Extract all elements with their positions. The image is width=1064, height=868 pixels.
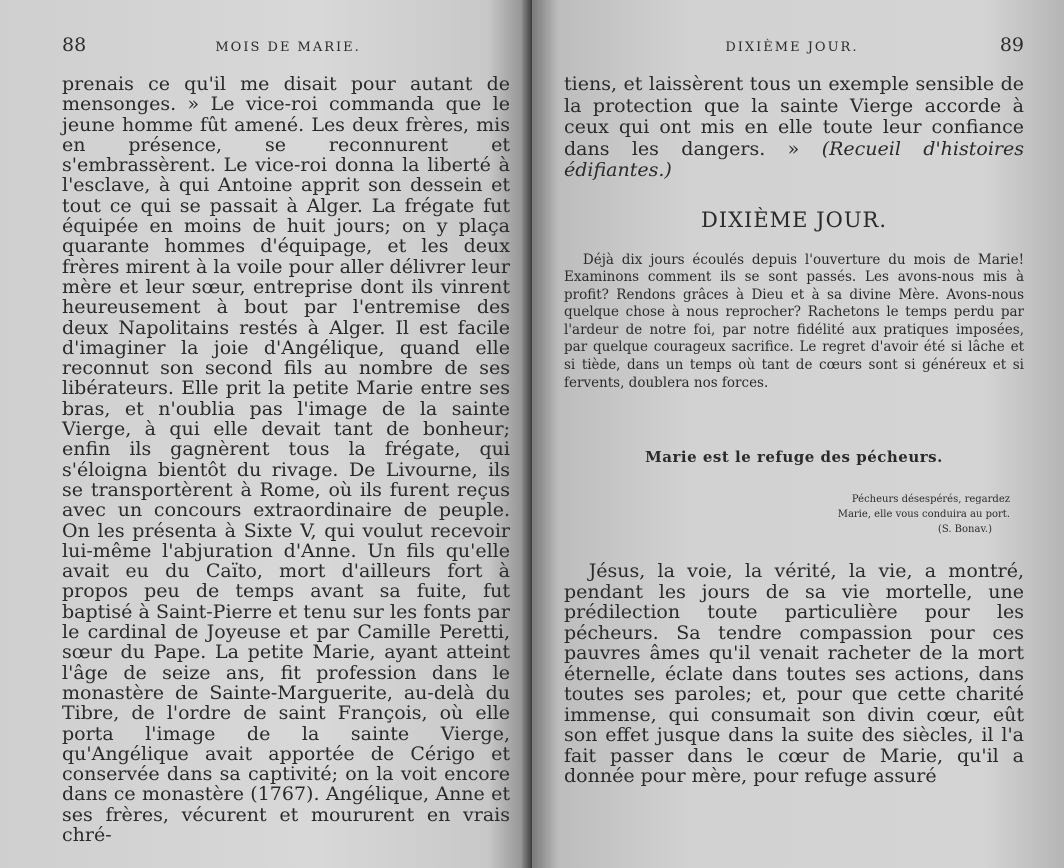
left-page-paragraph: prenais ce qu'il me disait pour autant de mensonges. » Le vice-roi commanda que le jeune homme fût amené. Les deux frères, mis en présence, se reconnurent et s'embrassèrent. Le vice-roi donna la liberté à l'esclave, à qui Antoine apprit son dessein et tout ce qui se passait à Alger. La frégate fut équipée en moins de huit jours; on y plaça quarante hommes d'équipage, et les deux frères mirent à la voile pour aller délivrer leur mère et leur sœur, entreprise dont ils vinrent heureusement à bout par l'entremise des deux Napolitains restés à Alger. Il est facile d'imaginer la joie d'Angélique, quand elle reconnut son second fils au nombre de ses libérateurs. Elle prit la petite Marie entre ses bras, et n'oublia pas l'image de la sainte Vierge, à qui elle devait tant de bonheur; enfin ils gagnèrent tous la frégate, qui s'éloigna bientôt du rivage. De Livourne, ils se transportèrent à Rome, où ils furent reçus avec un concours extraordinaire de peuple. On les présenta à Sixte V, qui voulut recevoir lui-même l'abjuration d'Anne. Un fils qu'elle avait eu du Caïto, mort d'ailleurs fort à propos peu de temps avant sa fuite, fut baptisé à Saint-Pierre et tenu sur les fonts par le cardinal de Joyeuse et par Camille Peretti, sœur du Pape. La petite Marie, ayant atteint l'âge de seize ans, fit profession dans le monastère de Sainte-Marguerite, au-delà du Tibre, de l'ordre de saint François, où elle porta l'image de la sainte Vierge, qu'Angélique avait apportée de Cérigo et conservée dans sa captivité; on la voit encore dans ce monastère (1767). Angélique, Anne et ses frères, vécurent et moururent en vrais chré-	[62, 73, 510, 846]
left-running-head: MOIS DE MARIE.	[215, 40, 361, 55]
epigraph-author: (S. Bonav.)	[937, 524, 992, 536]
right-page-body: Jésus, la voie, la vérité, la vie, a montré, pendant les jours de sa vie mortelle, une prédilection toute particulière pour les pécheurs. Sa tendre compassion pour ces pauvres âmes qu'il venait racheter de la mort éternelle, éclate dans toutes ses actions, dans toutes ses paroles; et, pour que cette charité immense, qui consumait son divin cœur, eût son effet jusque dans la suite des siècles, il l'a fait passer dans le cœur de Marie, qu'il a donnée pour mère, pour refuge assuré	[564, 560, 1024, 788]
section-title: Marie est le refuge des pécheurs.	[645, 448, 943, 467]
right-running-head: DIXIÈME JOUR.	[725, 40, 859, 55]
left-page	[0, 0, 530, 868]
epigraph-line-1: Pécheurs désespérés, regardez	[851, 494, 1010, 506]
right-page-header	[564, 34, 1024, 66]
epigraph-line-2: Marie, elle vous conduira au port.	[837, 509, 1010, 521]
intro-source: (Recueil d'histoires édifiantes.)	[564, 137, 1024, 181]
epigraph	[564, 492, 1010, 537]
intro-text: tiens, et laissèrent tous un exemple sensible de la protection que la sainte Vierge accorde à ceux qui ont mis en elle toute leur confiance dans les dangers. »	[564, 73, 1024, 160]
left-page-number: 88	[62, 34, 87, 56]
left-page-body	[62, 74, 510, 845]
left-page-header	[62, 34, 510, 66]
right-page-number: 89	[999, 34, 1024, 56]
meditation-paragraph: Déjà dix jours écoulés depuis l'ouverture du mois de Marie! Examinons comment ils se sont passés. Les avons-nous mis à profit? Rendons grâces à Dieu et à sa divine Mère. Avons-nous quelque chose à nous reprocher? Rachetons le temps perdu par l'ardeur de notre foi, par notre fidélité aux pratiques imposées, par quelque courageux sacrifice. Le regret d'avoir été si lâche et si tiède, dans un temps où tant de cœurs sont si généreux et si fervents, doublera nos forces.	[564, 251, 1024, 391]
day-title: DIXIÈME JOUR.	[700, 207, 888, 232]
right-page	[532, 0, 1064, 868]
intro-paragraph	[564, 74, 1024, 182]
